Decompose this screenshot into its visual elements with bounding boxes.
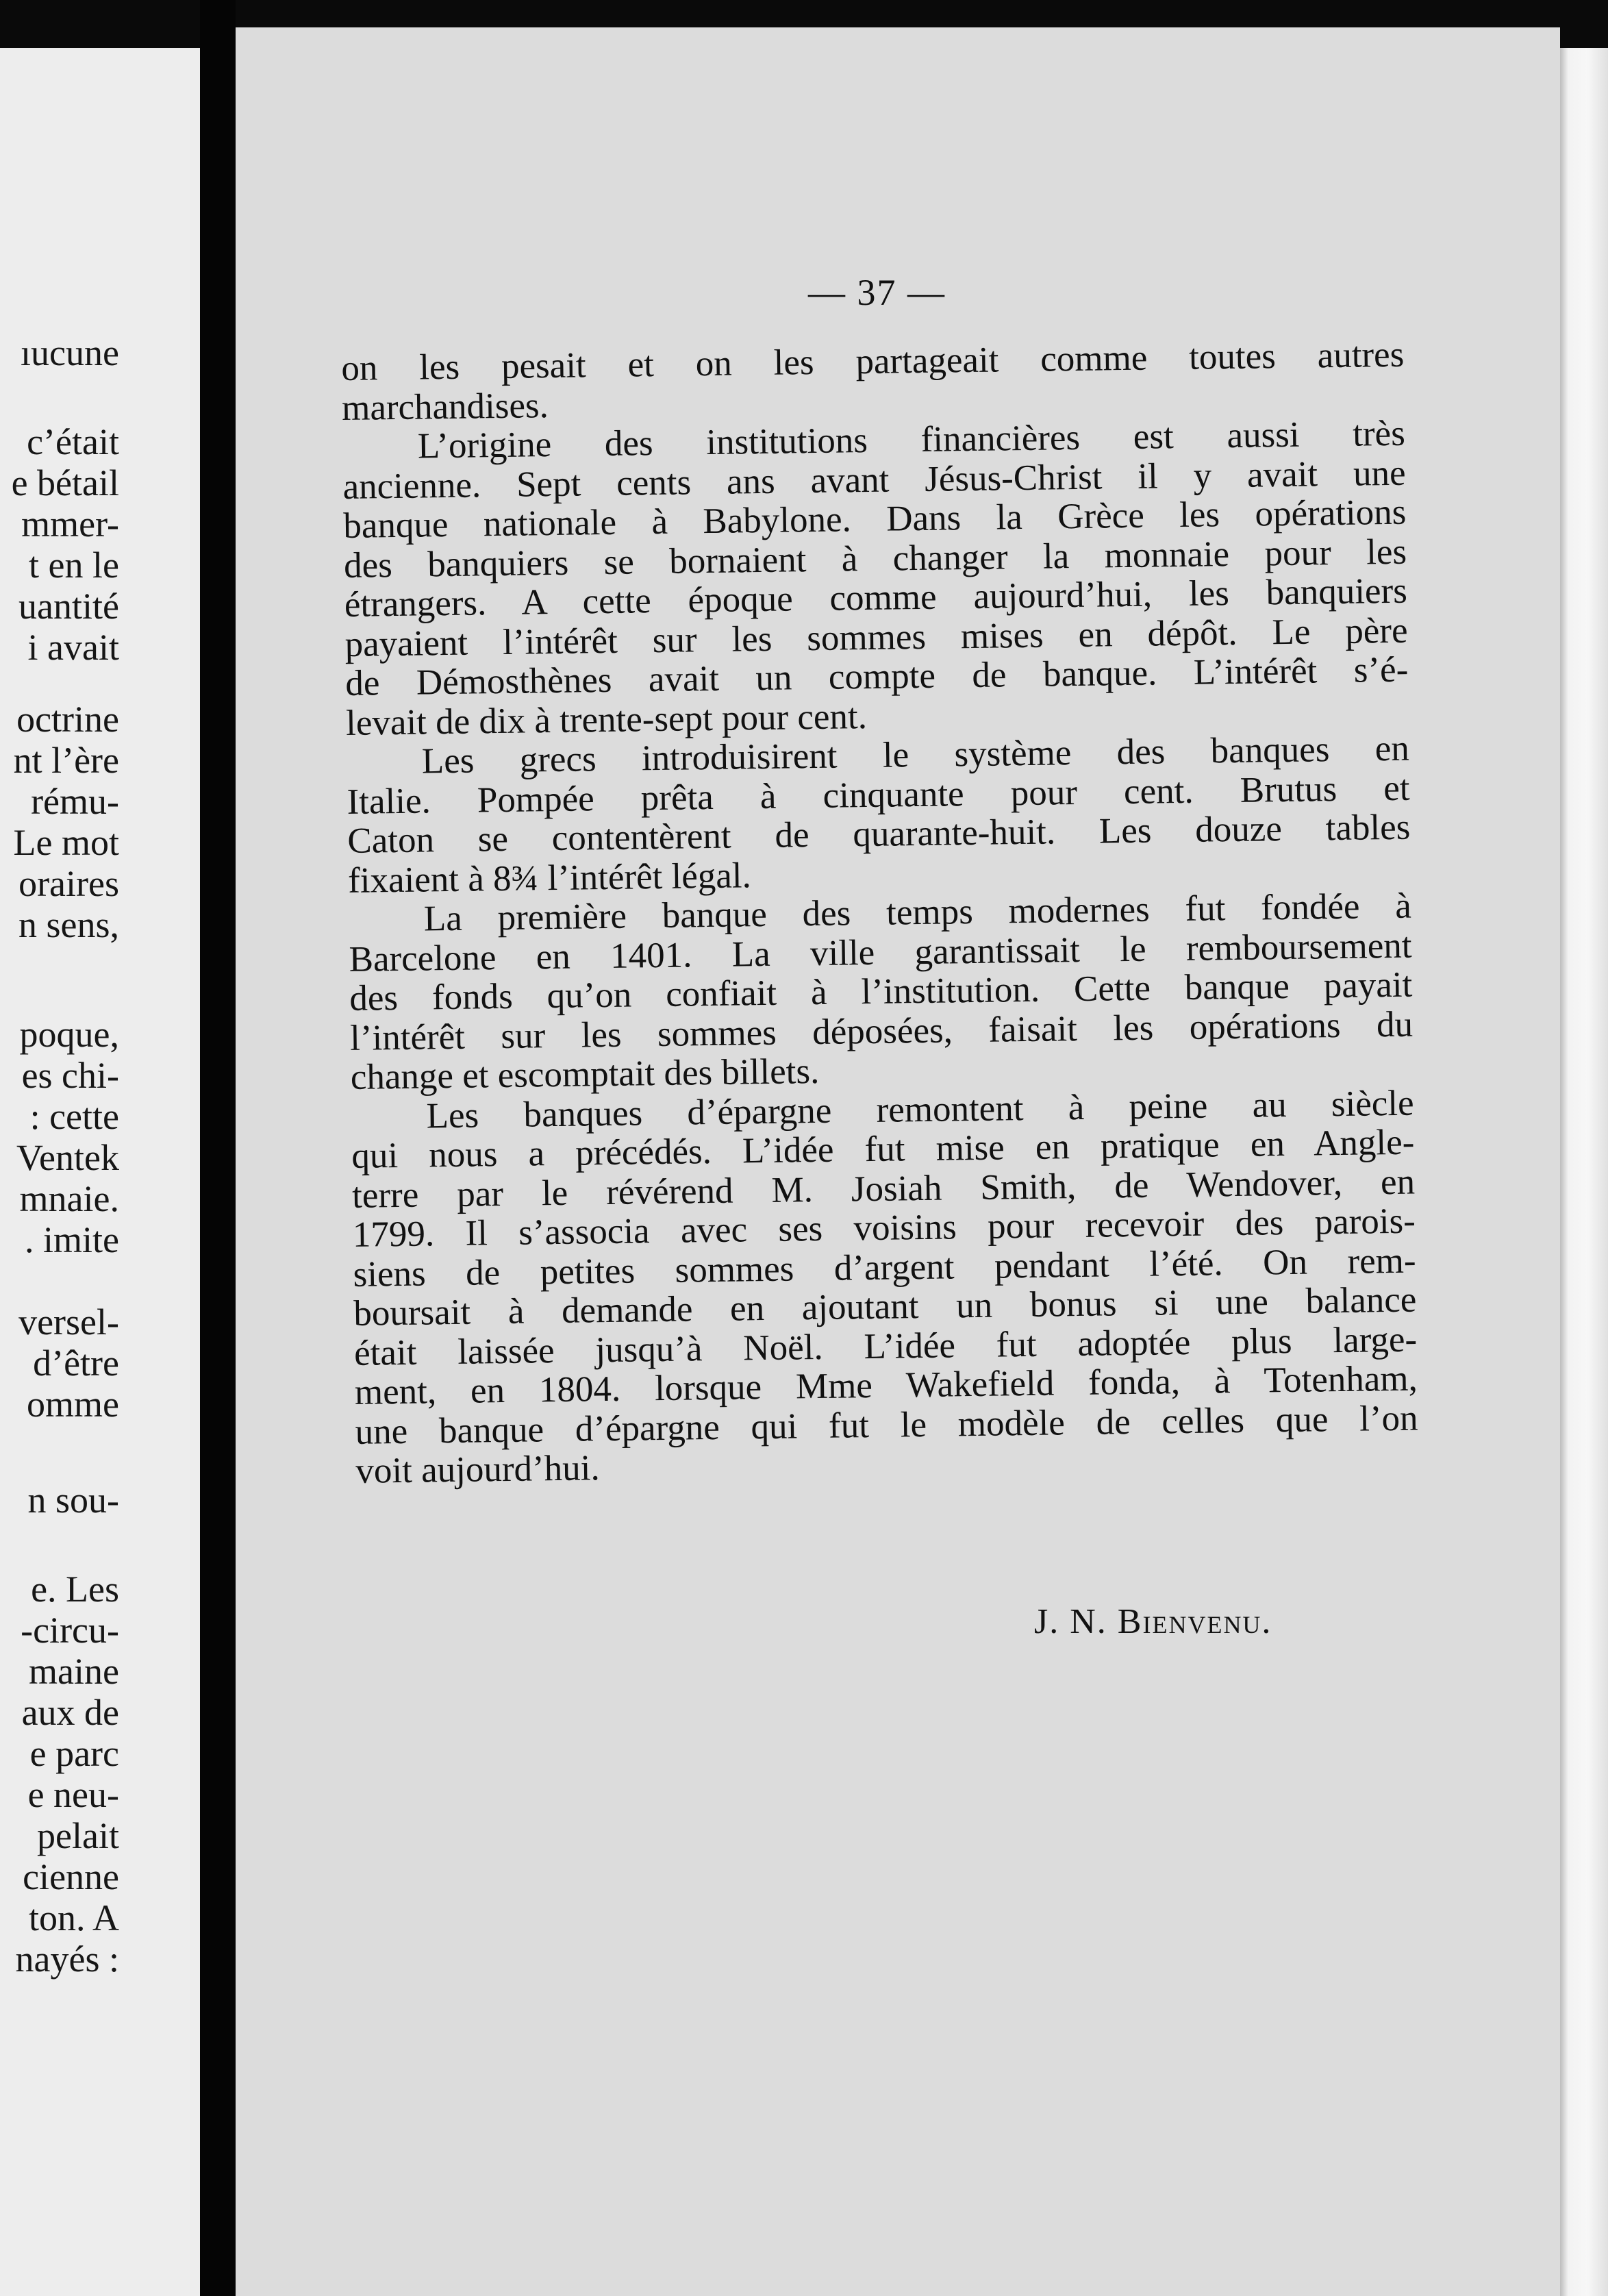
left-page-text-fragment: t en le xyxy=(29,545,119,586)
text-line: 1799. Il s’associa avec ses voisins pour recevoir des parois- xyxy=(352,1201,1416,1255)
left-page-text-fragment: Ventek xyxy=(16,1137,119,1178)
left-page-text-fragment: uantité xyxy=(18,586,119,627)
text-line: fixaient à 8¾ l’intérêt légal. xyxy=(347,855,752,901)
text-line: terre par le révérend M. Josiah Smith, de Wendover, en xyxy=(351,1162,1416,1216)
text-line: payaient l’intérêt sur les sommes mises en dépôt. Le père xyxy=(344,610,1408,664)
left-page-text-fragment: ton. A xyxy=(28,1897,119,1938)
left-page-text-fragment: mnaie. xyxy=(19,1178,119,1219)
left-page-text-fragment: aux de xyxy=(21,1692,119,1733)
text-line: de Démosthènes avait un compte de banque. L’intérêt s’é- xyxy=(345,649,1409,703)
left-page-text-fragment: e. Les xyxy=(31,1569,119,1610)
left-page-text-fragment: omme xyxy=(27,1384,119,1425)
left-page-text-fragment: oraires xyxy=(18,863,119,904)
text-line: siens de petites sommes d’argent pendant l’été. On rem- xyxy=(353,1240,1416,1295)
text-line: La première banque des temps modernes fut fondée à xyxy=(423,886,1412,939)
body-text xyxy=(341,336,1419,1492)
text-line: Les banques d’épargne remontent à peine au siècle xyxy=(426,1083,1414,1136)
left-page-fragment xyxy=(0,48,200,2296)
left-page-text-fragment: e bétail xyxy=(11,462,119,503)
text-line: levait de dix à trente-sept pour cent. xyxy=(345,696,868,743)
text-line: banque nationale à Babylone. Dans la Grèce les opérations xyxy=(342,492,1407,546)
left-page-text-fragment: pelait xyxy=(37,1815,119,1856)
text-line: l’intérêt sur les sommes déposées, faisait les opérations du xyxy=(349,1004,1414,1058)
left-page-text-fragment: e neu- xyxy=(27,1774,119,1815)
text-line: Barcelone en 1401. La ville garantissait le remboursement xyxy=(349,925,1412,979)
left-page-text-fragment: n sou- xyxy=(27,1480,119,1521)
left-page-text-fragment: cienne xyxy=(23,1856,119,1897)
left-page-text-fragment: Le mot xyxy=(13,822,119,863)
text-line: des fonds qu’on confiait à l’institution. Cette banque payait xyxy=(349,964,1413,1019)
book-gutter xyxy=(200,0,236,2296)
paragraph xyxy=(341,336,1405,428)
page-number: — 37 — xyxy=(808,272,946,313)
left-page-text-fragment: es chi- xyxy=(21,1055,119,1096)
left-page-text-fragment: d’être xyxy=(33,1343,119,1384)
text-line: Les grecs introduisirent le système des banques en xyxy=(421,728,1410,782)
text-line: on les pesait et on les partageait comme toutes autres xyxy=(340,334,1405,388)
left-page-text-fragment: . imite xyxy=(25,1219,119,1260)
paragraph xyxy=(349,887,1414,1098)
text-line: change et escomptait des billets. xyxy=(350,1051,820,1097)
text-line: voit aujourd’hui. xyxy=(355,1448,601,1491)
text-line: boursait à demande en ajoutant un bonus si une balance xyxy=(353,1280,1417,1334)
text-line: qui nous a précédés. L’idée fut mise en pratique en Angle- xyxy=(351,1122,1415,1176)
left-page-text-fragment: ıucune xyxy=(21,332,119,373)
left-page-text-fragment: maine xyxy=(29,1651,119,1692)
left-page-text-fragment: rému- xyxy=(31,781,119,822)
paragraph xyxy=(347,729,1411,901)
left-page-text-fragment: octrine xyxy=(16,699,119,740)
paragraph xyxy=(342,414,1409,743)
paragraph xyxy=(351,1084,1418,1491)
text-line: Italie. Pompée prêta à cinquante pour cent. Brutus et xyxy=(347,768,1410,822)
text-line: était laissée jusqu’à Noël. L’idée fut adoptée plus large- xyxy=(353,1319,1418,1373)
left-page-text-fragment: i avait xyxy=(27,627,119,668)
text-line: L’origine des institutions financières est aussi très xyxy=(417,413,1406,466)
left-page-text-fragment: mmer- xyxy=(21,503,119,545)
left-page-text-fragment: e parc xyxy=(29,1733,119,1774)
page-edge xyxy=(1560,48,1608,2296)
text-line: Caton se contentèrent de quarante-huit. Les douze tables xyxy=(347,807,1411,861)
text-line: une banque d’épargne qui fut le modèle de celles que l’on xyxy=(355,1398,1418,1452)
left-page-text-fragment: n sens, xyxy=(18,904,119,945)
author-signature: J. N. Bienvenu. xyxy=(1034,1602,1272,1641)
left-page-text-fragment: nayés : xyxy=(15,1938,119,1980)
text-line: des banquiers se bornaient à changer la monnaie pour les xyxy=(343,532,1407,586)
text-line: ment, en 1804. lorsque Mme Wakefield fonda, à Totenham, xyxy=(354,1358,1418,1412)
left-page-text-fragment: c’était xyxy=(27,421,119,462)
left-page-text-fragment: poque, xyxy=(19,1014,119,1055)
left-page-text-fragment: versel- xyxy=(18,1301,119,1343)
left-page-text-fragment: nt l’ère xyxy=(13,740,119,781)
text-line: ancienne. Sept cents ans avant Jésus-Christ il y avait une xyxy=(342,453,1406,507)
left-page-text-fragment: : cette xyxy=(29,1096,119,1137)
text-line: marchandises. xyxy=(341,385,549,428)
text-line: étrangers. A cette époque comme aujourd’hui, les banquiers xyxy=(344,571,1408,625)
left-page-text-fragment: -circu- xyxy=(21,1610,119,1651)
